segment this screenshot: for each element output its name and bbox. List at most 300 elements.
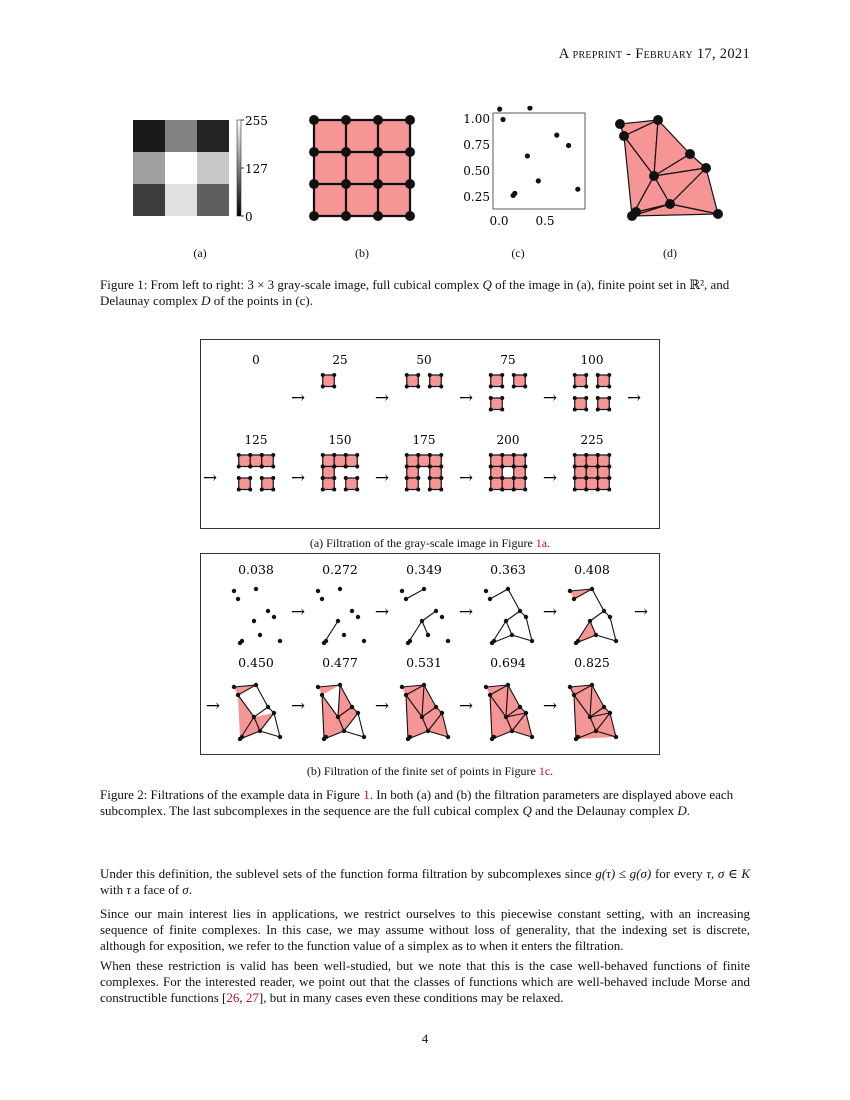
filtration-arrow: → [542, 468, 558, 488]
filtration-cube [575, 398, 587, 410]
citation-link[interactable]: 26 [226, 990, 240, 1005]
filtration-snapshot [573, 353, 612, 412]
filtration-arrow: → [202, 468, 218, 488]
filtration-cube [598, 478, 610, 490]
filtration-point [576, 735, 580, 739]
cubical-vertex [405, 179, 415, 189]
delaunay-vertex [665, 199, 675, 209]
filtration-point [510, 633, 514, 637]
filtration-edge [506, 611, 520, 621]
filtration-vertex [439, 373, 443, 377]
filtration-vertex [573, 396, 577, 400]
filtration-vertex [428, 465, 432, 469]
filtration-point [594, 729, 598, 733]
filtration-vertex [584, 488, 588, 492]
filtration-vertex [416, 465, 420, 469]
caption-math: Q [482, 277, 492, 292]
caption-math: D [677, 803, 687, 818]
filtration-vertex [237, 465, 241, 469]
header-date: February 17, 2021 [635, 46, 750, 62]
filtration-vertex [344, 488, 348, 492]
figure-2a-caption [200, 536, 660, 551]
filtration-vertex [428, 476, 432, 480]
filtration-point [350, 609, 354, 613]
filtration-cube [407, 467, 419, 479]
caption-math: 3 × 3 [247, 277, 275, 292]
filtration-vertex [584, 373, 588, 377]
filtration-value-label: 25 [332, 353, 348, 367]
filtration-point [252, 619, 256, 623]
filtration-value-label: 125 [244, 433, 268, 447]
filtration-point [232, 685, 236, 689]
caption-text: (a) Filtration of the gray-scale image in Figure [309, 536, 536, 550]
filtration-vertex [523, 385, 527, 389]
filtration-cube [514, 455, 526, 467]
filtration-snapshot [489, 433, 528, 492]
filtration-vertex [355, 453, 359, 457]
figure-1b-cubical-complex [306, 112, 418, 224]
filtration-vertex [512, 476, 516, 480]
filtration-vertex [489, 373, 493, 377]
filtration-cube [239, 455, 251, 467]
filtration-cube [430, 467, 442, 479]
filtration-vertex [405, 465, 409, 469]
filtration-vertex [271, 465, 275, 469]
filtration-value-label: 150 [328, 433, 352, 447]
filtration-point [320, 693, 324, 697]
cubical-vertex [341, 211, 351, 221]
filtration-vertex [332, 385, 336, 389]
data-point [566, 143, 571, 148]
filtration-cube [575, 478, 587, 490]
filtration-vertex [405, 488, 409, 492]
filtration-arrow: → [458, 696, 474, 716]
data-point [527, 106, 532, 111]
filtration-point [614, 639, 618, 643]
filtration-value-label: 0.825 [574, 655, 610, 670]
filtration-snapshot [568, 655, 618, 741]
filtration-point [434, 705, 438, 709]
filtration-cube [598, 467, 610, 479]
filtration-point [440, 615, 444, 619]
filtration-point [506, 587, 510, 591]
filtration-point [316, 589, 320, 593]
filtration-cube [491, 455, 503, 467]
filtration-arrow: → [374, 602, 390, 622]
filtration-arrow: → [290, 388, 306, 408]
filtration-vertex [573, 385, 577, 389]
filtration-value-label: 100 [580, 353, 604, 367]
filtration-snapshot [405, 433, 444, 492]
filtration-point [272, 711, 276, 715]
filtration-cube [262, 455, 274, 467]
citation-link[interactable]: 27 [245, 990, 259, 1005]
filtration-vertex [512, 385, 516, 389]
filtration-vertex [573, 408, 577, 412]
image-pixel [165, 120, 197, 152]
filtration-point [272, 615, 276, 619]
filtration-point [608, 711, 612, 715]
delaunay-vertex [615, 119, 625, 129]
filtration-edge [422, 611, 436, 621]
cubical-vertex [341, 147, 351, 157]
figure-ref-link[interactable]: 1c [538, 764, 551, 778]
filtration-vertex [260, 465, 264, 469]
filtration-vertex [344, 453, 348, 457]
filtration-vertex [573, 488, 577, 492]
filtration-cube [346, 478, 358, 490]
filtration-cube [586, 455, 598, 467]
filtration-point [524, 711, 528, 715]
filtration-vertex [523, 453, 527, 457]
filtration-point [236, 597, 240, 601]
filtration-point [342, 633, 346, 637]
filtration-vertex [607, 488, 611, 492]
delaunay-vertex [685, 149, 695, 159]
colorbar-tick: 0 [245, 210, 253, 224]
image-pixel [133, 120, 165, 152]
filtration-point [530, 639, 534, 643]
filtration-point [426, 633, 430, 637]
filtration-point [236, 693, 240, 697]
filtration-arrow: → [374, 468, 390, 488]
cubical-vertex [309, 115, 319, 125]
caption-text: . [686, 803, 691, 818]
delaunay-vertex [619, 131, 629, 141]
filtration-vertex [573, 453, 577, 457]
filtration-vertex [355, 465, 359, 469]
filtration-edge [590, 611, 604, 621]
filtration-snapshot [232, 655, 282, 741]
filtration-point [426, 729, 430, 733]
filtration-cube [323, 478, 335, 490]
filtration-point [404, 693, 408, 697]
filtration-value-label: 0.694 [490, 655, 526, 670]
filtration-cube [491, 467, 503, 479]
filtration-vertex [512, 373, 516, 377]
filtration-vertex [500, 385, 504, 389]
filtration-point [568, 589, 572, 593]
filtration-arrow: → [290, 468, 306, 488]
filtration-snapshot [252, 353, 260, 367]
delaunay-vertex [631, 207, 641, 217]
figure-ref-link[interactable]: 1a [535, 536, 548, 550]
filtration-point [572, 693, 576, 697]
filtration-point [336, 715, 340, 719]
filtration-point [422, 683, 426, 687]
figure-1c-point-set [460, 106, 590, 234]
filtration-arrow: → [458, 468, 474, 488]
cubical-face [314, 120, 410, 216]
filtration-snapshot [489, 353, 528, 412]
filtration-vertex [489, 385, 493, 389]
filtration-value-label: 0.038 [238, 562, 274, 577]
filtration-vertex [321, 373, 325, 377]
delaunay-vertex [713, 209, 723, 219]
filtration-vertex [332, 488, 336, 492]
image-pixel [133, 152, 165, 184]
filtration-cube [575, 467, 587, 479]
filtration-vertex [489, 396, 493, 400]
filtration-snapshot [484, 655, 534, 741]
filtration-point [434, 609, 438, 613]
delaunay-vertex [653, 115, 663, 125]
filtration-arrow: → [633, 602, 649, 622]
filtration-vertex [573, 476, 577, 480]
filtration-vertex [596, 373, 600, 377]
filtration-point [440, 711, 444, 715]
data-point [575, 187, 580, 192]
paragraph: Since our main interest lies in applications, we restrict ourselves to this piecewise constant setting, with an increasing sequence of finite complexes. In this case, we may assume without loss of generality, that the indexing set is discrete, although for exposition, we refer to the function value of a simplex as to when it enters the filtration. [100, 906, 750, 953]
image-pixel [197, 184, 229, 216]
filtration-vertex [344, 476, 348, 480]
filtration-vertex [405, 373, 409, 377]
filtration-vertex [248, 465, 252, 469]
figure-2b-caption [200, 764, 660, 779]
filtration-vertex [332, 476, 336, 480]
filtration-vertex [439, 476, 443, 480]
filtration-vertex [405, 385, 409, 389]
caption-math: D [201, 293, 211, 308]
filtration-vertex [355, 476, 359, 480]
filtration-point [446, 735, 450, 739]
filtration-arrow: → [374, 388, 390, 408]
filtration-vertex [596, 385, 600, 389]
filtration-value-label: 0.272 [322, 562, 358, 577]
filtration-edge [344, 731, 364, 737]
filtration-vertex [584, 476, 588, 480]
filtration-cube [323, 455, 335, 467]
filtration-vertex [321, 476, 325, 480]
caption-text: , and Delaunay complex [100, 277, 730, 308]
cubical-vertex [373, 147, 383, 157]
filtration-cube [334, 455, 346, 467]
caption-text: of the points in (c). [210, 293, 314, 308]
filtration-point [530, 735, 534, 739]
filtration-vertex [237, 476, 241, 480]
colorbar-tick: 127 [245, 162, 268, 176]
filtration-cube [598, 375, 610, 387]
filtration-point [252, 715, 256, 719]
filtration-point [614, 735, 618, 739]
filtration-value-label: 0.408 [574, 562, 610, 577]
filtration-point [336, 619, 340, 623]
figure-1-caption [100, 277, 755, 309]
filtration-vertex [596, 408, 600, 412]
filtration-vertex [607, 453, 611, 457]
filtration-edge [406, 589, 424, 599]
filtration-arrow: → [458, 388, 474, 408]
caption-text: Figure 1: From left to right: [100, 277, 248, 292]
filtration-point [342, 729, 346, 733]
x-tick: 0.0 [489, 214, 509, 228]
filtration-snapshot [400, 655, 450, 741]
filtration-snapshot [573, 433, 612, 492]
filtration-cube [514, 467, 526, 479]
filtration-cube [407, 455, 419, 467]
image-pixel [197, 120, 229, 152]
filtration-vertex [500, 453, 504, 457]
filtration-point [492, 639, 496, 643]
filtration-point [338, 587, 342, 591]
filtration-point [266, 609, 270, 613]
filtration-vertex [596, 396, 600, 400]
filtration-cube [502, 478, 514, 490]
filtration-snapshot [484, 562, 534, 645]
filtration-vertex [596, 453, 600, 457]
filtration-vertex [344, 465, 348, 469]
paragraph-text: Under this definition, the sublevel sets of the function forma filtration by subcomplexes since [100, 866, 596, 881]
filtration-cube [514, 375, 526, 387]
filtration-cube [575, 375, 587, 387]
cubical-vertex [373, 179, 383, 189]
sublabel-c: (c) [511, 246, 525, 260]
caption-math: ℝ² [689, 277, 705, 292]
filtration-point [504, 715, 508, 719]
paragraph-text: When these restriction is valid has been well-studied, but we note that this is the case well-behaved functions of finite complexes. For the interested reader, we point out that the classes of functions which are well-behaved include Morse and constructible functions [ [100, 958, 750, 1005]
filtration-snapshot [321, 433, 360, 492]
paragraph [100, 958, 750, 1006]
header-prefix: A preprint [558, 46, 623, 62]
filtration-vertex [573, 465, 577, 469]
filtration-vertex [416, 453, 420, 457]
cubical-vertex [309, 179, 319, 189]
filtration-point [408, 735, 412, 739]
y-tick: 0.25 [463, 190, 490, 204]
filtration-point [404, 597, 408, 601]
filtration-cube [586, 478, 598, 490]
filtration-value-label: 175 [412, 433, 436, 447]
filtration-vertex [332, 453, 336, 457]
filtration-cube [491, 478, 503, 490]
filtration-vertex [584, 465, 588, 469]
filtration-edge [592, 589, 604, 611]
filtration-value-label: 50 [416, 353, 432, 367]
filtration-point [356, 711, 360, 715]
filtration-vertex [607, 476, 611, 480]
filtration-point [588, 619, 592, 623]
filtration-vertex [428, 488, 432, 492]
filtration-vertex [573, 373, 577, 377]
filtration-vertex [500, 488, 504, 492]
filtration-vertex [260, 453, 264, 457]
caption-text: . In both (a) and (b) the filtration parameters are displayed above each subcomplex. The last subcomplexes in the sequence are the full cubical complex [100, 787, 734, 818]
filtration-point [254, 587, 258, 591]
paragraph-text: ], but in many cases even these conditions may be relaxed. [258, 990, 564, 1005]
filtration-arrow: → [542, 388, 558, 408]
filtration-edge [260, 731, 280, 737]
filtration-edge [512, 635, 532, 641]
filtration-vertex [428, 453, 432, 457]
filtration-snapshot [232, 562, 282, 645]
filtration-vertex [271, 453, 275, 457]
filtration-vertex [500, 408, 504, 412]
filtration-cube [323, 467, 335, 479]
filtration-value-label: 225 [580, 433, 604, 447]
filtration-snapshot [321, 353, 348, 389]
image-pixel [197, 152, 229, 184]
cubical-vertex [405, 211, 415, 221]
filtration-cube [491, 375, 503, 387]
filtration-point [316, 685, 320, 689]
filtration-cube [491, 398, 503, 410]
filtration-point [356, 615, 360, 619]
filtration-point [400, 685, 404, 689]
filtration-cube [262, 478, 274, 490]
filtration-snapshot [237, 433, 276, 492]
filtration-point [608, 615, 612, 619]
figure-1a-grayscale-image [128, 112, 273, 224]
filtration-point [506, 683, 510, 687]
filtration-vertex [237, 488, 241, 492]
cubical-vertex [341, 115, 351, 125]
filtration-vertex [512, 488, 516, 492]
filtration-vertex [332, 465, 336, 469]
filtration-point [258, 633, 262, 637]
paragraph-text: a face of [131, 882, 183, 897]
filtration-snapshot [316, 562, 366, 645]
filtration-vertex [489, 453, 493, 457]
filtration-vertex [500, 396, 504, 400]
filtration-snapshot [316, 655, 366, 741]
filtration-point [278, 735, 282, 739]
filtration-cube [407, 375, 419, 387]
filtration-point [266, 705, 270, 709]
filtration-vertex [596, 465, 600, 469]
filtration-cube [239, 478, 251, 490]
filtration-cube [586, 467, 598, 479]
filtration-point [488, 597, 492, 601]
filtration-point [518, 705, 522, 709]
filtration-point [446, 639, 450, 643]
filtration-point [602, 609, 606, 613]
filtration-snapshot [568, 562, 618, 645]
filtration-edge [508, 589, 520, 611]
filtration-edge [422, 621, 428, 635]
filtration-point [590, 683, 594, 687]
cubical-vertex [309, 147, 319, 157]
filtration-vertex [416, 385, 420, 389]
sublabel-b: (b) [355, 246, 369, 260]
filtration-vertex [512, 465, 516, 469]
figure-ref-link[interactable]: 1 [363, 787, 370, 802]
paragraph-text: for every [651, 866, 707, 881]
filtration-value-label: 200 [496, 433, 520, 447]
filtration-value-label: 0.363 [490, 562, 526, 577]
data-point [512, 191, 517, 196]
x-tick: 0.5 [535, 214, 555, 228]
filtration-point [504, 619, 508, 623]
paragraph [100, 866, 750, 898]
filtration-vertex [584, 396, 588, 400]
filtration-vertex [500, 373, 504, 377]
cubical-vertex [341, 179, 351, 189]
filtration-point [488, 693, 492, 697]
filtration-vertex [489, 465, 493, 469]
filtration-arrow: → [458, 602, 474, 622]
filtration-arrow: → [542, 602, 558, 622]
caption-math: Q [522, 803, 532, 818]
filtration-cube [598, 398, 610, 410]
filtration-point [594, 633, 598, 637]
filtration-edge [596, 635, 616, 641]
filtration-snapshot [405, 353, 444, 389]
cubical-vertex [405, 147, 415, 157]
colorbar-tick: 255 [245, 114, 268, 128]
filtration-vertex [489, 476, 493, 480]
sublabel-a: (a) [193, 246, 207, 260]
filtration-vertex [439, 385, 443, 389]
